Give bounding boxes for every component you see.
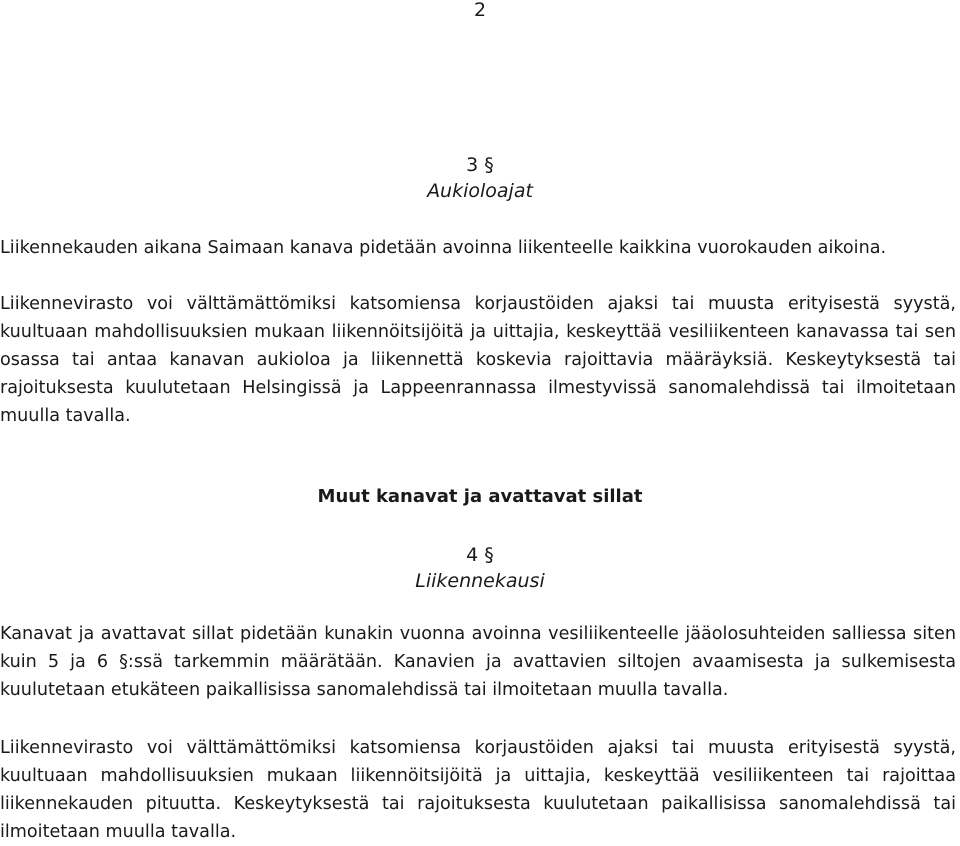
- chapter-heading: Muut kanavat ja avattavat sillat: [317, 486, 643, 507]
- section-4-header: [0, 542, 960, 594]
- section-number: 3 §: [466, 154, 494, 176]
- paragraph: Kanavat ja avattavat sillat pidetään kunakin vuonna avoinna vesiliikenteelle jääolosuhteiden salliessa siten kuin 5 ja 6 §:ssä tarkemmin määrätään. Kanavien ja avattavien siltojen avaamisesta ja sulkemisesta kuulutetaan etukäteen paikallisissa sanomalehdissä tai ilmoitetaan muulla tavalla.: [0, 624, 956, 700]
- section-3-header: [0, 152, 960, 204]
- paragraph: Liikennekauden aikana Saimaan kanava pidetään avoinna liikenteelle kaikkina vuorokauden aikoina.: [0, 238, 887, 258]
- paragraph: Liikennevirasto voi välttämättömiksi katsomiensa korjaustöiden ajaksi tai muusta erityisestä syystä, kuultuaan mahdollisuuksien mukaan liikennöitsijöitä ja uittajia, keskeyttää vesiliikenteen kanavassa tai sen osassa tai antaa kanavan aukioloa ja liikennettä koskevia rajoittavia määräyksiä. Keskeytyksestä tai rajoituksesta kuulutetaan Helsingissä ja Lappeenrannassa ilmestyvissä sanomalehdissä tai ilmoitetaan muulla tavalla.: [0, 294, 956, 426]
- section-title: Aukioloajat: [427, 180, 533, 202]
- section-number: 4 §: [466, 544, 494, 566]
- paragraph: Liikennevirasto voi välttämättömiksi katsomiensa korjaustöiden ajaksi tai muusta erityisestä syystä, kuultuaan mahdollisuuksien mukaan liikennöitsijöitä ja uittajia, keskeyttää vesiliikenteen tai rajoittaa liikennekauden pituutta. Keskeytyksestä tai rajoituksesta kuulutetaan paikallisissa sanomalehdissä tai ilmoitetaan muulla tavalla.: [0, 738, 956, 842]
- section-title: Liikennekausi: [415, 570, 545, 592]
- page-number: 2: [473, 0, 487, 21]
